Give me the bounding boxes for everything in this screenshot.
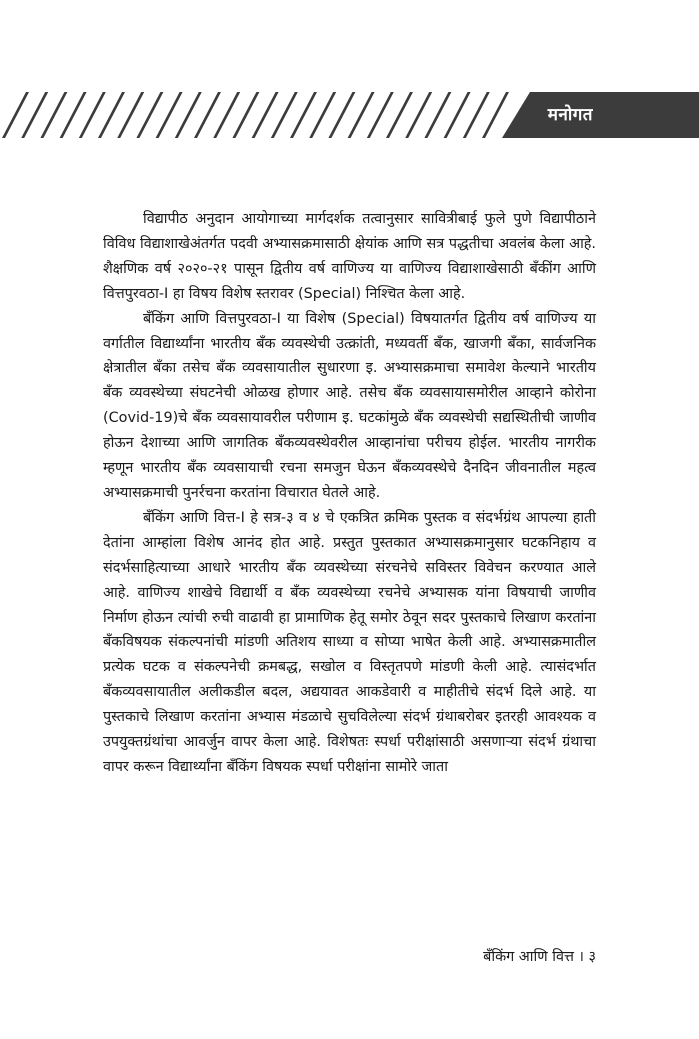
- page-number: ३: [588, 949, 596, 965]
- striped-header-graphic: [0, 92, 699, 138]
- section-header-band: [0, 92, 699, 138]
- footer-separator: ।: [578, 949, 584, 965]
- paragraph-1: विद्यापीठ अनुदान आयोगाच्या मार्गदर्शक तत्वानुसार सावित्रीबाई फुले पुणे विद्यापीठाने विविध विद्याशाखेअंतर्गत पदवी अभ्यासक्रमासाठी क्षेयांक आणि सत्र पद्धतीचा अवलंब केला आहे. शैक्षणिक वर्ष २०२०-२१ पासून द्वितीय वर्ष वाणिज्य या वाणिज्य विद्याशाखेसाठी बँकींग आणि वित्तपुरवठा-I हा विषय विशेष स्तरावर (Special) निश्चित केला आहे.: [103, 211, 596, 302]
- section-title: मनोगत: [547, 105, 593, 125]
- page-footer: [483, 947, 596, 967]
- paragraph-2: बँकिंग आणि वित्तपुरवठा-I या विशेष (Special) विषयातर्गत द्वितीय वर्ष वाणिज्य या वर्गातील विद्यार्थ्यांना भारतीय बँक व्यवस्थेची उत्क्रांती, मध्यवर्ती बँक, खाजगी बँका, सार्वजनिक क्षेत्रातील बँका तसेच बँक व्यवसायातील सुधारणा इ. अभ्यासक्रमाचा समावेश केल्याने भारतीय बँक व्यवस्थेच्या संघटनेची ओळख होणार आहे. तसेच बँक व्यवसायासमोरील आव्हाने कोरोना (Covid-19)चे बँक व्यवसायावरील परीणाम इ. घटकांमुळे बँक व्यवस्थेची सद्यस्थितीची जाणीव होऊन देशाच्या आणि जागतिक बँकव्यवस्थेवरील आव्हानांचा परीचय होईल. भारतीय नागरीक म्हणून भारतीय बँक व्यवसायाची रचना समजुन घेऊन बँकव्यवस्थेचे दैनदिन जीवनातील महत्व अभ्यासक्रमाची पुनर्रचना करतांना विचारात घेतले आहे.: [103, 310, 596, 501]
- header-stripes: [2, 92, 509, 138]
- running-title: बँकिंग आणि वित्त: [483, 949, 574, 965]
- paragraph-3: बँकिंग आणि वित्त-I हे सत्र-३ व ४ चे एकत्रित क्रमिक पुस्तक व संदर्भग्रंथ आपल्या हाती देतांना आम्हांला विशेष आनंद होत आहे. प्रस्तुत पुस्तकात अभ्यासक्रमानुसार घटकनिहाय व संदर्भसाहित्याच्या आधारे भारतीय बँक व्यवस्थेच्या संरचनेचे सविस्तर विवेचन करण्यात आले आहे. वाणिज्य शाखेचे विद्यार्थी व बँक व्यवस्थेच्या रचनेचे अभ्यासक यांना विषयाची जाणीव निर्माण होऊन त्यांची रुची वाढावी हा प्रामाणिक हेतू समोर ठेवून सदर पुस्तकाचे लिखाण करतांना बँकविषयक संकल्पनांची मांडणी अतिशय साध्या व सोप्या भाषेत केली आहे. अभ्यासक्रमातील प्रत्येक घटक व संकल्पनेची क्रमबद्ध, सखोल व विस्तृतपणे मांडणी केली आहे. त्यासंदर्भात बँकव्यवसायातील अलीकडील बदल, अद्ययावत आकडेवारी व माहीतीचे संदर्भ दिले आहे. या पुस्तकाचे लिखाण करतांना अभ्यास मंडळाचे सुचविलेल्या संदर्भ ग्रंथाबरोबर इतरही आवश्यक व उपयुक्तग्रंथांचा आवर्जुन वापर केला आहे. विशेषतः स्पर्धा परीक्षांसाठी असणाऱ्या संदर्भ ग्रंथाचा वापर करून विद्यार्थ्यांना बँकिंग विषयक स्पर्धा परीक्षांना सामोरे जाता: [103, 509, 596, 775]
- preface-body: [103, 207, 596, 780]
- title-band: [502, 92, 699, 138]
